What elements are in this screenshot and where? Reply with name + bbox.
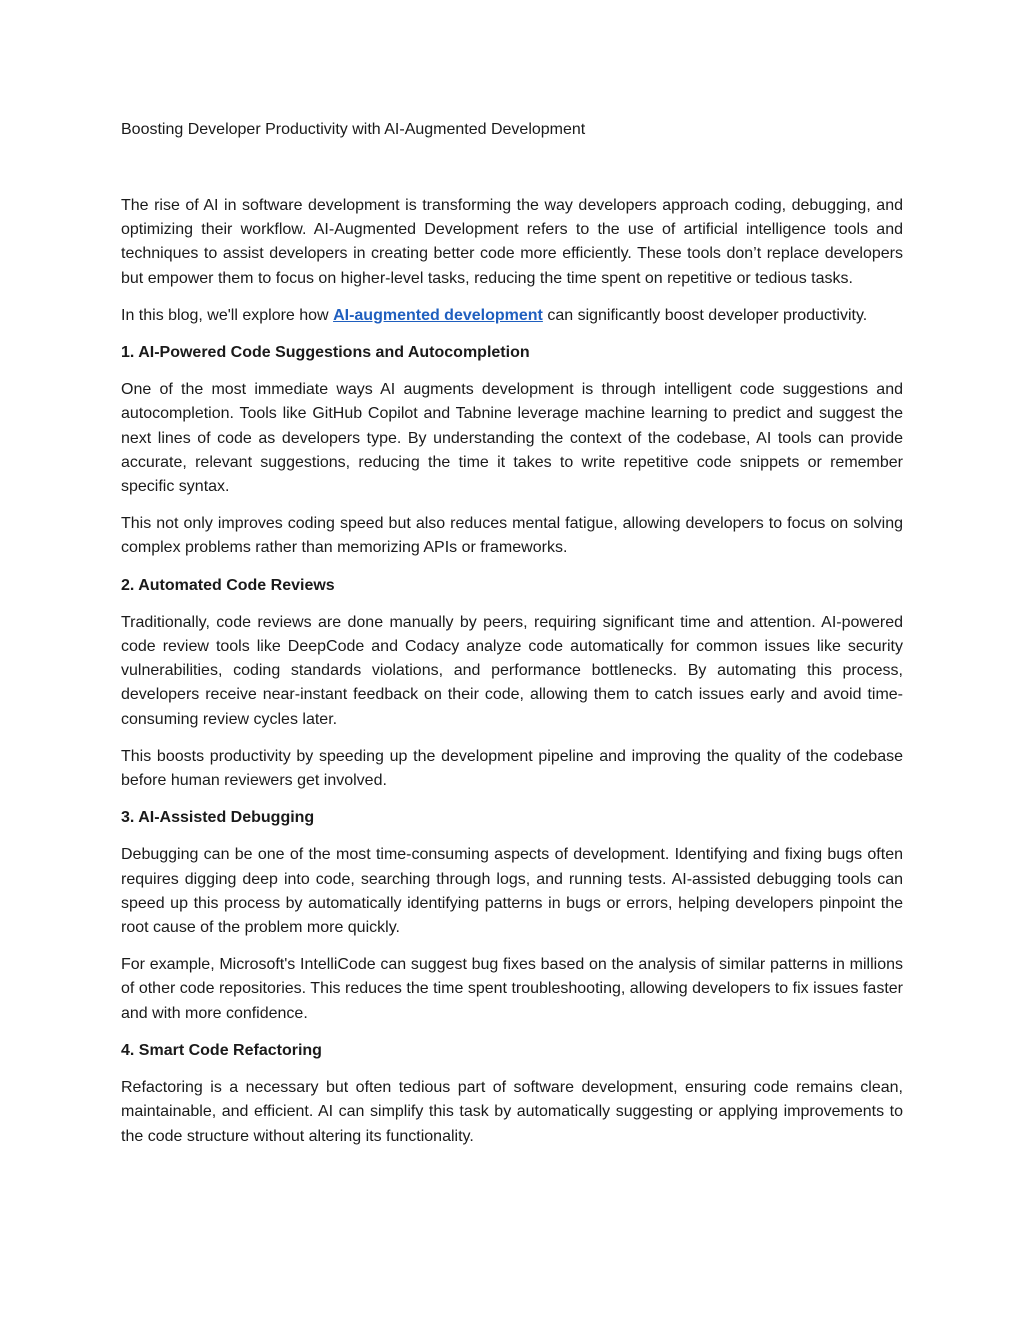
intro-blog-paragraph xyxy=(121,304,903,328)
section-paragraph: One of the most immediate ways AI augments development is through intelligent code suggestions and autocompletion. Tools like GitHub Copilot and Tabnine leverage machine learning to predict and suggest the next lines of code as developers type. By understanding the context of the codebase, AI tools can provide accurate, relevant suggestions, reducing the time it takes to write repetitive code snippets or remember specific syntax. xyxy=(121,381,903,496)
section-heading: 3. AI-Assisted Debugging xyxy=(121,809,315,827)
ai-augmented-development-link[interactable]: AI-augmented development xyxy=(333,306,543,324)
section-paragraph: For example, Microsoft's IntelliCode can suggest bug fixes based on the analysis of similar patterns in millions of other code repositories. This reduces the time spent troubleshooting, allowing developers to fix issues faster and with more confidence. xyxy=(121,956,903,1022)
document-page xyxy=(121,118,903,1162)
intro-text-after: can significantly boost developer productivity. xyxy=(542,306,868,324)
section-paragraph: This not only improves coding speed but also reduces mental fatigue, allowing developers to focus on solving complex problems rather than memorizing APIs or frameworks. xyxy=(121,515,903,557)
document-title: Boosting Developer Productivity with AI-Augmented Development xyxy=(121,121,586,138)
section-paragraph: This boosts productivity by speeding up the development pipeline and improving the quality of the codebase before human reviewers get involved. xyxy=(121,747,903,790)
intro-text-before: In this blog, we'll explore how xyxy=(121,306,334,324)
intro-paragraph: The rise of AI in software development is transforming the way developers approach coding, debugging, and optimizing their workflow. AI-Augmented Development refers to the use of artificial intelligence tools and techniques to assist developers in creating better code more efficiently. These tools don’t replace developers but empower them to focus on higher-level tasks, reducing the time spent on repetitive or tedious tasks. xyxy=(121,197,903,287)
section-heading: 4. Smart Code Refactoring xyxy=(121,1041,322,1059)
section-paragraph: Traditionally, code reviews are done manually by peers, requiring significant time and attention. AI-powered code review tools like DeepCode and Codacy analyze code automatically for common issues like security vulnerabilities, coding standards violations, and performance bottlenecks. By automating this process, developers receive near-instant feedback on their code, allowing them to catch issues early and avoid time-consuming review cycles later. xyxy=(121,613,903,728)
section-paragraph: Refactoring is a necessary but often tedious part of software development, ensuring code remains clean, maintainable, and efficient. AI can simplify this task by automatically suggesting or applying improvements to the code structure without altering its functionality. xyxy=(121,1079,903,1145)
section-heading: 1. AI-Powered Code Suggestions and Autocompletion xyxy=(121,344,530,362)
section-heading: 2. Automated Code Reviews xyxy=(121,576,335,594)
section-paragraph: Debugging can be one of the most time-consuming aspects of development. Identifying and fixing bugs often requires digging deep into code, searching through logs, and running tests. AI-assisted debugging tools can speed up this process by automatically identifying patterns in bugs or errors, helping developers pinpoint the root cause of the problem more quickly. xyxy=(121,846,903,937)
